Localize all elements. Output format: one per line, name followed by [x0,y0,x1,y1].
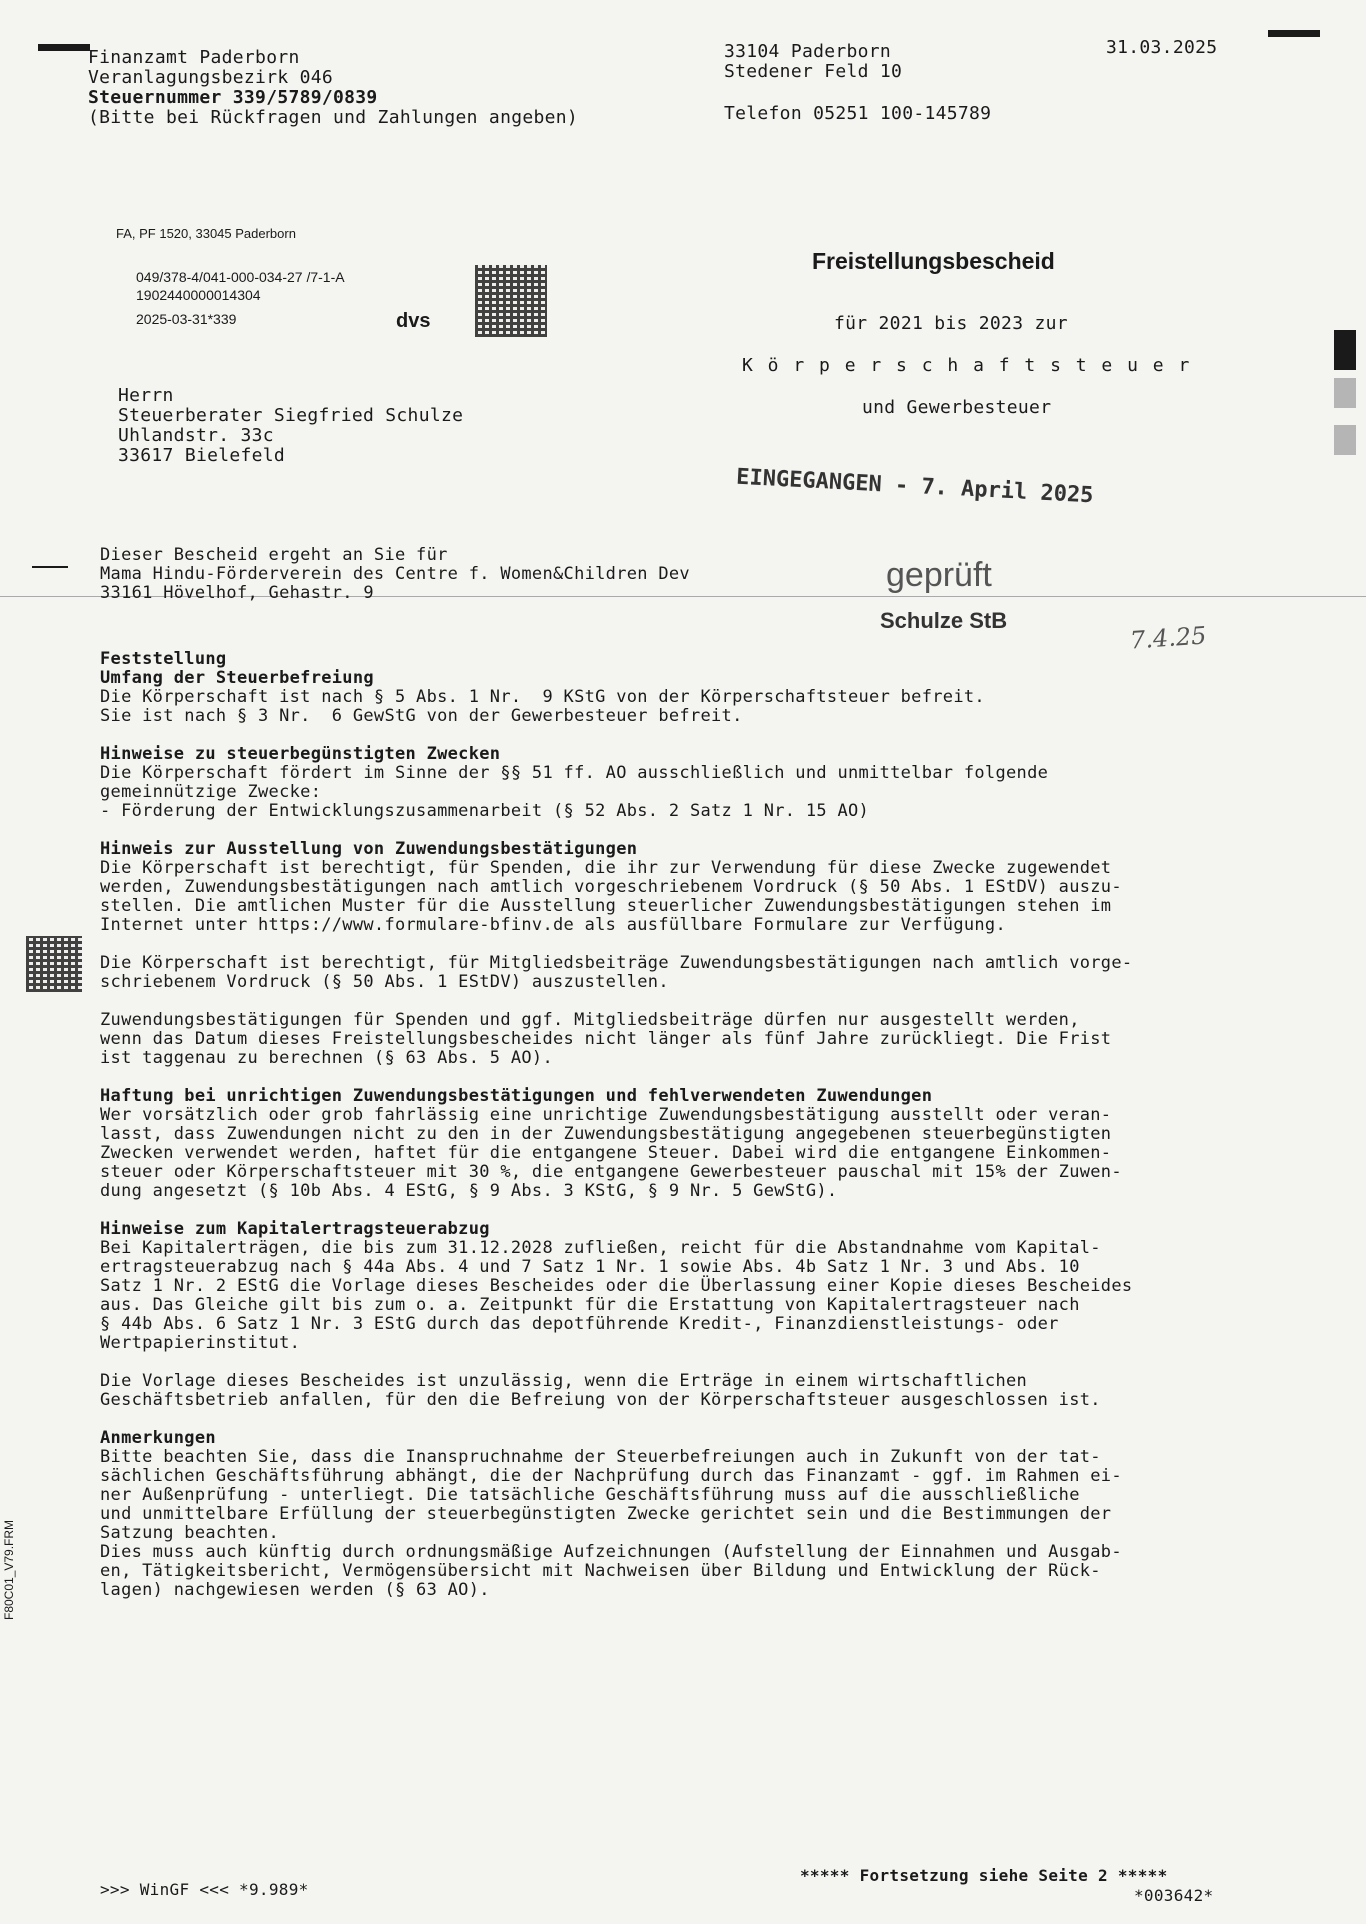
return-address: FA, PF 1520, 33045 Paderborn [116,226,296,241]
section-feststellung-title: Feststellung [100,649,227,669]
section-receipts-body-1: Die Körperschaft ist berechtigt, für Spenden, die ihr zur Verwendung für diese Zwecke zugewendet werden, Zuwendungsbestätigungen nach amtlich vorgeschriebenem Vordruck (§ 50 Abs. 1 EStDV) auszu- stellen. Die amtlichen Muster für die Ausstellung steuerlicher Zuwendungsbestätigungen stehen im Internet unter https://www.formulare-bfinv.de als ausfüllbare Formulare zur Verfügung. [100,858,1122,935]
fold-mark [32,566,68,568]
section-remarks-title: Anmerkungen [100,1428,216,1448]
tax-number-hint: (Bitte bei Rückfragen und Zahlungen angeben) [88,107,579,128]
office-city: 33104 Paderborn [724,41,892,62]
section-purposes-body: Die Körperschaft fördert im Sinne der §§ 51 ff. AO ausschließlich und unmittelbar folgende gemeinnützige Zwecke: - Förderung der Entwicklungszusammenarbeit (§ 52 Abs. 2 Satz 1 Nr. 15 AO) [100,763,1049,821]
qr-code-header [475,265,547,337]
addressee-block [100,546,690,603]
section-remarks-body: Bitte beachten Sie, dass die Inanspruchnahme der Steuerbefreiungen auch in Zukunft von der tat- sächlichen Geschäftsführung abhängt, die der Nachprüfung durch das Finanzamt - ggf. im Rahmen ei- ner Außenprüfung - unterliegt. Die tatsächliche Geschäftsführung muss auf die ausschließliche und unmittelbare Erfüllung der steuerbegünstigten Zwecke gerichtet sein und die Bestimmungen der Satzung beachten. Dies muss auch künftig durch ordnungsmäßige Aufzeichnungen (Aufstellung der Einnahmen und Ausgab- en, Tätigkeitsbericht, Vermögensübersicht mit Nachweisen über Bildung und Entwicklung der Rück- lagen) nachgewiesen werden (§ 63 AO). [100,1447,1122,1600]
section-receipts-body-2: Die Körperschaft ist berechtigt, für Mitgliedsbeiträge Zuwendungsbestätigungen nach amtlich vorge- schriebenem Vordruck (§ 50 Abs. 1 EStDV) auszustellen. [100,953,1133,992]
section-scope-title: Umfang der Steuerbefreiung [100,668,374,688]
document-body [100,650,1280,1600]
recipient-city: 33617 Bielefeld [118,445,286,466]
addressee-org: Mama Hindu-Förderverein des Centre f. Women&Children Dev [100,564,690,584]
section-receipts-title: Hinweis zur Ausstellung von Zuwendungsbestätigungen [100,839,638,859]
office-district: Veranlagungsbezirk 046 [88,67,334,88]
footer-code: *003642* [1134,1886,1214,1905]
tax-type-2: und Gewerbesteuer [862,397,1052,418]
section-capital-gains-title: Hinweise zum Kapitalertragsteuerabzug [100,1219,490,1239]
recipient-street: Uhlandstr. 33c [118,425,274,446]
tax-number: Steuernummer 339/5789/0839 [88,87,378,108]
office-name: Finanzamt Paderborn [88,47,300,68]
side-mark-grey-2 [1334,425,1356,455]
section-liability-title: Haftung bei unrichtigen Zuwendungsbestätigungen und fehlverwendeten Zuwendungen [100,1086,933,1106]
section-capital-gains-body-2: Die Vorlage dieses Bescheides ist unzulässig, wenn die Erträge in einem wirtschaftlichen Geschäftsbetrieb anfallen, für den die Befreiung von der Körperschaftsteuer ausgeschlossen ist. [100,1371,1101,1410]
document-title: Freistellungsbescheid [812,248,1055,274]
checked-by-stamp: Schulze StB [880,608,1008,633]
side-mark-black [1334,330,1356,370]
office-phone: Telefon 05251 100-145789 [724,103,992,124]
office-street: Stedener Feld 10 [724,61,903,82]
reference-1: 049/378-4/041-000-034-27 /7-1-A [136,269,345,285]
side-mark-grey-1 [1334,378,1356,408]
recipient-name: Steuerberater Siegfried Schulze [118,405,464,426]
recipient-address [118,386,463,466]
checked-stamp: geprüft [886,556,992,594]
reference-block [136,268,345,328]
office-address [724,42,991,124]
section-receipts-body-3: Zuwendungsbestätigungen für Spenden und ggf. Mitgliedsbeiträge dürfen nur ausgestellt werden, wenn das Datum dieses Freistellungsbescheides nicht länger als fünf Jahre zurückliegt. Die Frist ist taggenau zu berechnen (§ 63 Abs. 5 AO). [100,1010,1112,1068]
received-stamp: EINGEGANGEN - 7. April 2025 [735,464,1095,509]
section-capital-gains-body-1: Bei Kapitalerträgen, die bis zum 31.12.2028 zufließen, reicht für die Abstandnahme vom Kapital- ertragsteuerabzug nach § 44a Abs. 4 und 7 Satz 1 Nr. 1 sowie Abs. 4b Satz 1 Nr. 3 und Abs. 10 Satz 1 Nr. 2 EStG die Vorlage dieses Bescheides oder die Überlassung einer Kopie dieses Bescheides aus. Das Gleiche gilt bis zum o. a. Zeitpunkt für die Erstattung von Kapitalertragsteuer nach § 44b Abs. 6 Satz 1 Nr. 3 EStG durch das depotführende Kredit-, Finanzdienstleistungs- oder Wertpapierinstitut. [100,1238,1133,1353]
recipient-salutation: Herrn [118,385,174,406]
dvs-logo: dvs [396,310,431,332]
assessment-period: für 2021 bis 2023 zur [834,313,1068,334]
addressee-address: 33161 Hövelhof, Gehastr. 9 [100,583,374,603]
reference-3: 2025-03-31*339 [136,311,237,327]
reference-2: 1902440000014304 [136,287,261,303]
section-purposes-title: Hinweise zu steuerbegünstigten Zwecken [100,744,501,764]
qr-code-margin [26,936,82,992]
section-liability-body: Wer vorsätzlich oder grob fahrlässig eine unrichtige Zuwendungsbestätigung ausstellt oder veran- lasst, dass Zuwendungen nicht zu den in der Zuwendungsbestätigung angegebenen steuerbegünstigten Zwecken verwendet werden, haftet für die entgangene Steuer. Dabei wird die entgangene Einkommen- steuer oder Körperschaftsteuer mit 30 %, die entgangene Gewerbesteuer pauschal mit 15% der Zuwen- dung angesetzt (§ 10b Abs. 4 EStG, § 9 Abs. 3 KStG, § 9 Nr. 5 GewStG). [100,1105,1122,1201]
footer-continuation: ***** Fortsetzung siehe Seite 2 ***** [800,1866,1168,1885]
office-block [88,48,578,128]
section-scope-body: Die Körperschaft ist nach § 5 Abs. 1 Nr. 9 KStG von der Körperschaftsteuer befreit. Sie ist nach § 3 Nr. 6 GewStG von der Gewerbesteuer befreit. [100,687,985,726]
addressee-intro: Dieser Bescheid ergeht an Sie für [100,545,448,565]
top-right-mark [1268,30,1320,37]
top-left-mark [38,44,90,51]
tax-type-1: K ö r p e r s c h a f t s t e u e r [742,355,1192,376]
form-code: F80C01_V79.FRM [2,1519,16,1620]
signature: 7.4.25 [1129,621,1208,655]
footer-program: >>> WinGF <<< *9.989* [100,1880,309,1899]
letter-date: 31.03.2025 [1106,37,1218,58]
